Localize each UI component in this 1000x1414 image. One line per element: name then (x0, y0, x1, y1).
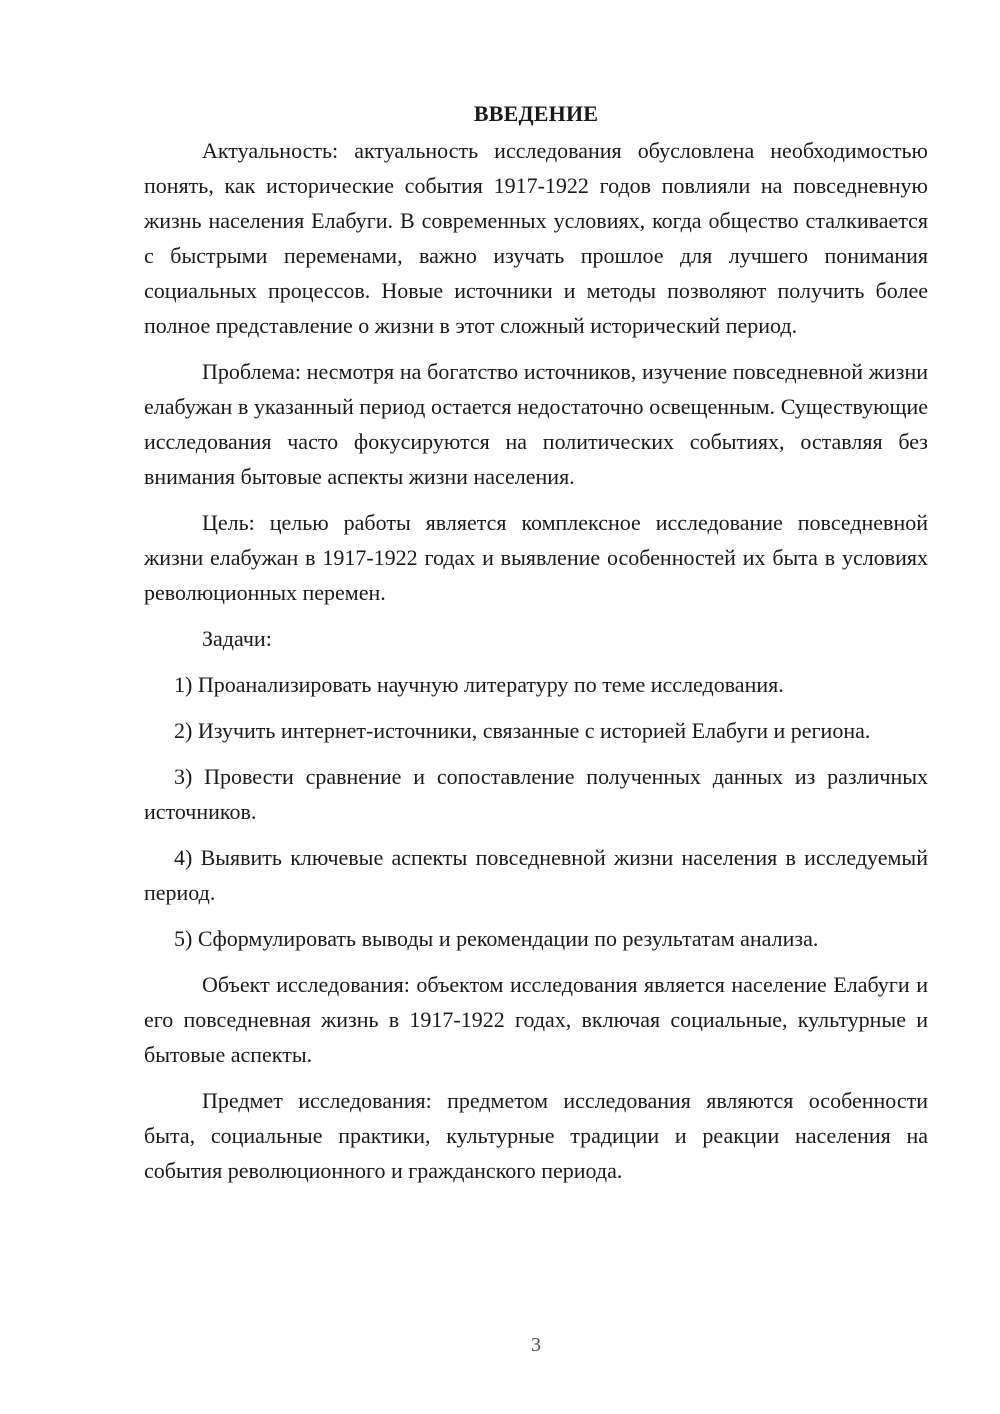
page-number: 3 (531, 1334, 541, 1356)
task-item-2: 2) Изучить интернет-источники, связанные с историей Елабуги и региона. (174, 718, 871, 743)
paragraph-object: Объект исследования: объектом исследования является население Елабуги и его повседневная жизнь в 1917-1922 годах, включая социальные, культурные и бытовые аспекты. (144, 972, 928, 1067)
page-body (144, 96, 928, 1199)
task-item-5: 5) Сформулировать выводы и рекомендации по результатам анализа. (174, 926, 819, 951)
task-item-1: 1) Проанализировать научную литературу по теме исследования. (174, 672, 784, 697)
paragraph-relevance: Актуальность: актуальность исследования обусловлена необходимостью понять, как исторические события 1917-1922 годов повлияли на повседневную жизнь населения Елабуги. В современных условиях, когда общество сталкивается с быстрыми переменами, важно изучать прошлое для лучшего понимания социальных процессов. Новые источники и методы позволяют получить более полное представление о жизни в этот сложный исторический период. (144, 138, 928, 338)
paragraph-subject: Предмет исследования: предметом исследования являются особенности быта, социальные практики, культурные традиции и реакции населения на события революционного и гражданского периода. (144, 1088, 928, 1183)
task-item-4: 4) Выявить ключевые аспекты повседневной жизни населения в исследуемый период. (144, 845, 928, 905)
tasks-label: Задачи: (202, 626, 272, 651)
paragraph-goal: Цель: целью работы является комплексное исследование повседневной жизни елабужан в 1917-1922 годах и выявление особенностей их быта в условиях революционных перемен. (144, 510, 928, 605)
task-item-3: 3) Провести сравнение и сопоставление полученных данных из различных источников. (144, 764, 928, 824)
page-title: ВВЕДЕНИЕ (473, 101, 599, 126)
paragraph-problem: Проблема: несмотря на богатство источников, изучение повседневной жизни елабужан в указанный период остается недостаточно освещенным. Существующие исследования часто фокусируются на политических событиях, оставляя без внимания бытовые аспекты жизни населения. (144, 359, 928, 489)
